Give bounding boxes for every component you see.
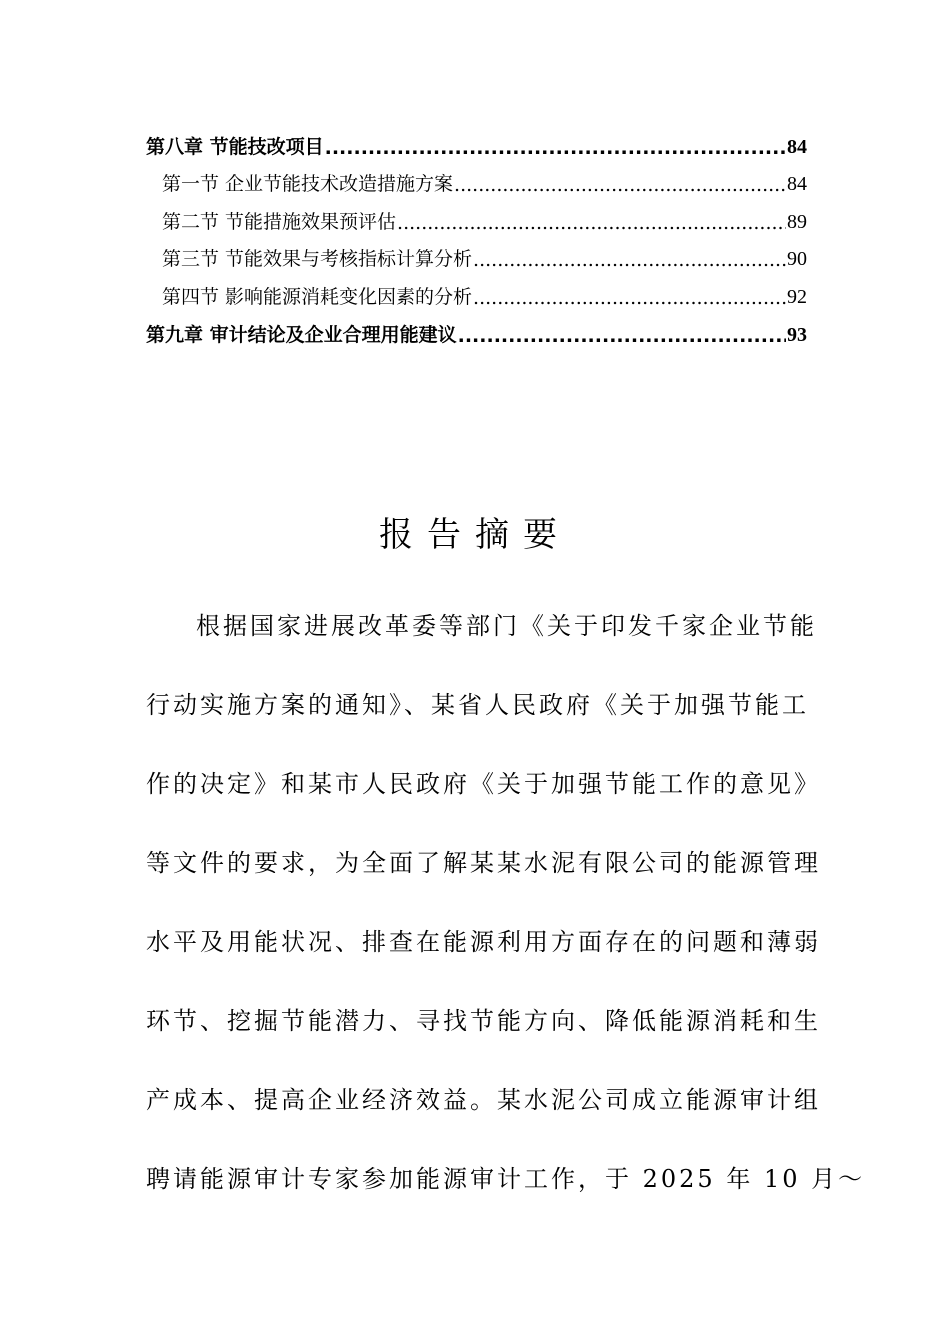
toc-entry-chapter-9[interactable] <box>146 309 807 347</box>
paragraph-line-text: 行动实施方案的通知》、某省人民政府《关于加强节能工 <box>146 691 809 719</box>
paragraph-line <box>146 1074 821 1153</box>
toc-leader-dots <box>458 325 786 347</box>
paragraph-line <box>146 837 821 916</box>
toc-entry-page: 90 <box>787 248 807 271</box>
toc-entry-section-4[interactable] <box>146 271 807 309</box>
toc-leader-dots <box>397 212 786 234</box>
toc-entry-section-3[interactable] <box>146 234 807 272</box>
paragraph-line-text: 等文件的要求，为全面了解某某水泥有限公司的能源管理 <box>146 849 821 877</box>
toc-leader-dots <box>454 174 786 196</box>
paragraph-line <box>146 1153 866 1232</box>
toc-leader-dots <box>325 137 786 159</box>
toc-leader-dots <box>473 287 786 309</box>
paragraph-line-text: 聘请能源审计专家参加能源审计工作，于 2025 年 10 月～ <box>146 1165 866 1193</box>
paragraph-line-text: 环节、挖掘节能潜力、寻找节能方向、降低能源消耗和生 <box>146 1007 821 1035</box>
toc-leader-dots <box>473 249 786 271</box>
toc-entry-chapter-8[interactable] <box>146 121 807 159</box>
toc-entry-page: 92 <box>787 285 807 308</box>
toc-entry-page: 89 <box>787 210 807 233</box>
paragraph-line-text: 根据国家进展改革委等部门《关于印发千家企业节能 <box>196 612 817 640</box>
toc-entry-section-1[interactable] <box>146 159 807 197</box>
table-of-contents <box>146 121 807 347</box>
summary-body <box>146 600 866 1232</box>
paragraph-line-text: 产成本、提高企业经济效益。某水泥公司成立能源审计组 <box>146 1086 821 1114</box>
toc-entry-title: 第三节 节能效果与考核指标计算分析 <box>162 248 473 271</box>
paragraph-line-text: 作的决定》和某市人民政府《关于加强节能工作的意见》 <box>146 770 821 798</box>
toc-entry-page: 93 <box>787 323 807 346</box>
toc-entry-section-2[interactable] <box>146 196 807 234</box>
toc-entry-title: 第九章 审计结论及企业合理用能建议 <box>146 323 457 346</box>
toc-entry-title: 第二节 节能措施效果预评估 <box>162 210 397 233</box>
toc-entry-title: 第八章 节能技改项目 <box>146 135 324 158</box>
toc-entry-page: 84 <box>787 135 807 158</box>
summary-heading: 报告摘要 <box>379 515 571 555</box>
paragraph-line <box>146 600 817 679</box>
toc-entry-title: 第四节 影响能源消耗变化因素的分析 <box>162 285 473 308</box>
toc-entry-page: 84 <box>787 173 807 196</box>
paragraph-line <box>146 758 821 837</box>
paragraph-line <box>146 916 821 995</box>
paragraph-line <box>146 995 821 1074</box>
paragraph-line <box>146 679 807 758</box>
toc-entry-title: 第一节 企业节能技术改造措施方案 <box>162 173 454 196</box>
paragraph-line-text: 水平及用能状况、排查在能源利用方面存在的问题和薄弱 <box>146 928 821 956</box>
